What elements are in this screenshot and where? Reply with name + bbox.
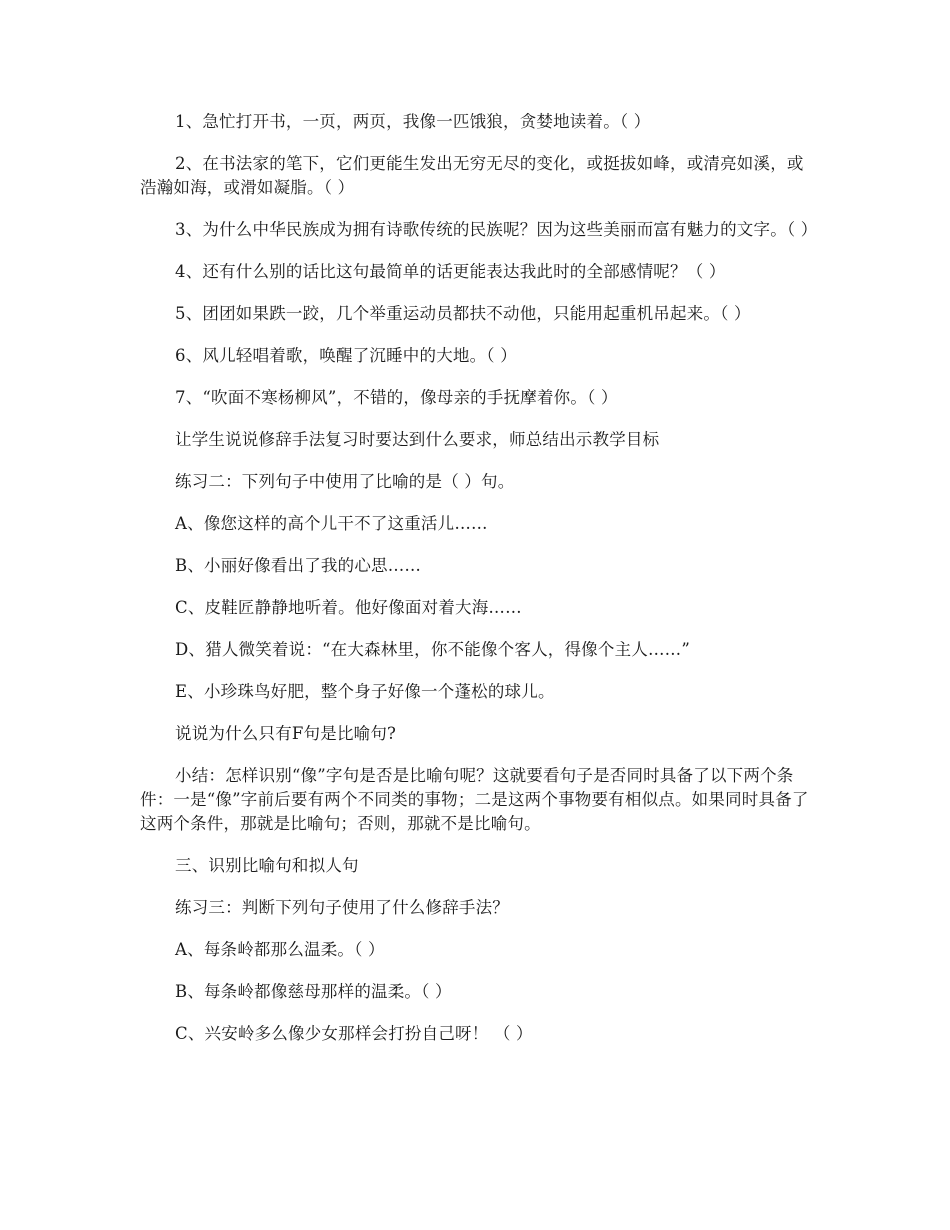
exercise-1-item-3: 3、为什么中华民族成为拥有诗歌传统的民族呢？因为这些美丽而富有魅力的文字。（ ） bbox=[175, 220, 818, 239]
exercise-1-item-7: 7、“吹面不寒杨柳风”，不错的，像母亲的手抚摩着你。（ ） bbox=[175, 388, 618, 407]
exercise-2-option-d: D、猎人微笑着说：“在大森林里，你不能像个客人，得像个主人……” bbox=[175, 640, 690, 659]
exercise-2-option-a: A、像您这样的高个儿干不了这重活儿…… bbox=[175, 514, 488, 533]
exercise-1-item-4: 4、还有什么别的话比这句最简单的话更能表达我此时的全部感情呢？（ ） bbox=[175, 262, 726, 281]
exercise-3-option-a: A、每条岭都那么温柔。（ ） bbox=[175, 940, 385, 959]
exercise-2-option-e: E、小珍珠鸟好肥，整个身子好像一个蓬松的球儿。 bbox=[175, 682, 555, 701]
exercise-1-item-6: 6、风儿轻唱着歌，唤醒了沉睡中的大地。（ ） bbox=[175, 346, 517, 365]
exercise-2-option-b: B、小丽好像看出了我的心思…… bbox=[175, 556, 422, 575]
exercise-2-heading: 练习二：下列句子中使用了比喻的是（ ）句。 bbox=[175, 472, 515, 491]
exercise-3-option-b: B、每条岭都像慈母那样的温柔。（ ） bbox=[175, 982, 452, 1001]
exercise-3-option-c: C、兴安岭多么像少女那样会打扮自己呀！ （ ） bbox=[175, 1024, 533, 1043]
teaching-note: 让学生说说修辞手法复习时要达到什么要求，师总结出示教学目标 bbox=[175, 430, 660, 449]
exercise-3-heading: 练习三：判断下列句子使用了什么修辞手法？ bbox=[175, 898, 509, 917]
section-heading: 三、识别比喻句和拟人句 bbox=[175, 856, 359, 875]
discussion-question: 说说为什么只有F句是比喻句? bbox=[175, 724, 397, 743]
summary-paragraph: 小结：怎样识别“像”字句是否是比喻句呢？这就要看句子是否同时具备了以下两个条件：一是“像”字前后要有两个不同类的事物；二是这两个事物要有相似点。如果同时具备了这两个条件，那就是比喻句；否则，那就不是比喻句。 bbox=[140, 766, 809, 833]
exercise-1-item-1: 1、急忙打开书，一页，两页，我像一匹饿狼，贪婪地读着。（ ） bbox=[175, 112, 651, 131]
exercise-2-option-c: C、皮鞋匠静静地听着。他好像面对着大海…… bbox=[175, 598, 522, 617]
exercise-1-item-5: 5、团团如果跌一跤，几个举重运动员都扶不动他，只能用起重机吊起来。（ ） bbox=[175, 304, 751, 323]
document-body bbox=[140, 110, 818, 1064]
exercise-1-item-2: 2、在书法家的笔下，它们更能生发出无穷无尽的变化，或挺拔如峰，或清亮如溪，或浩瀚如海，或滑如凝脂。（ ） bbox=[140, 154, 804, 197]
